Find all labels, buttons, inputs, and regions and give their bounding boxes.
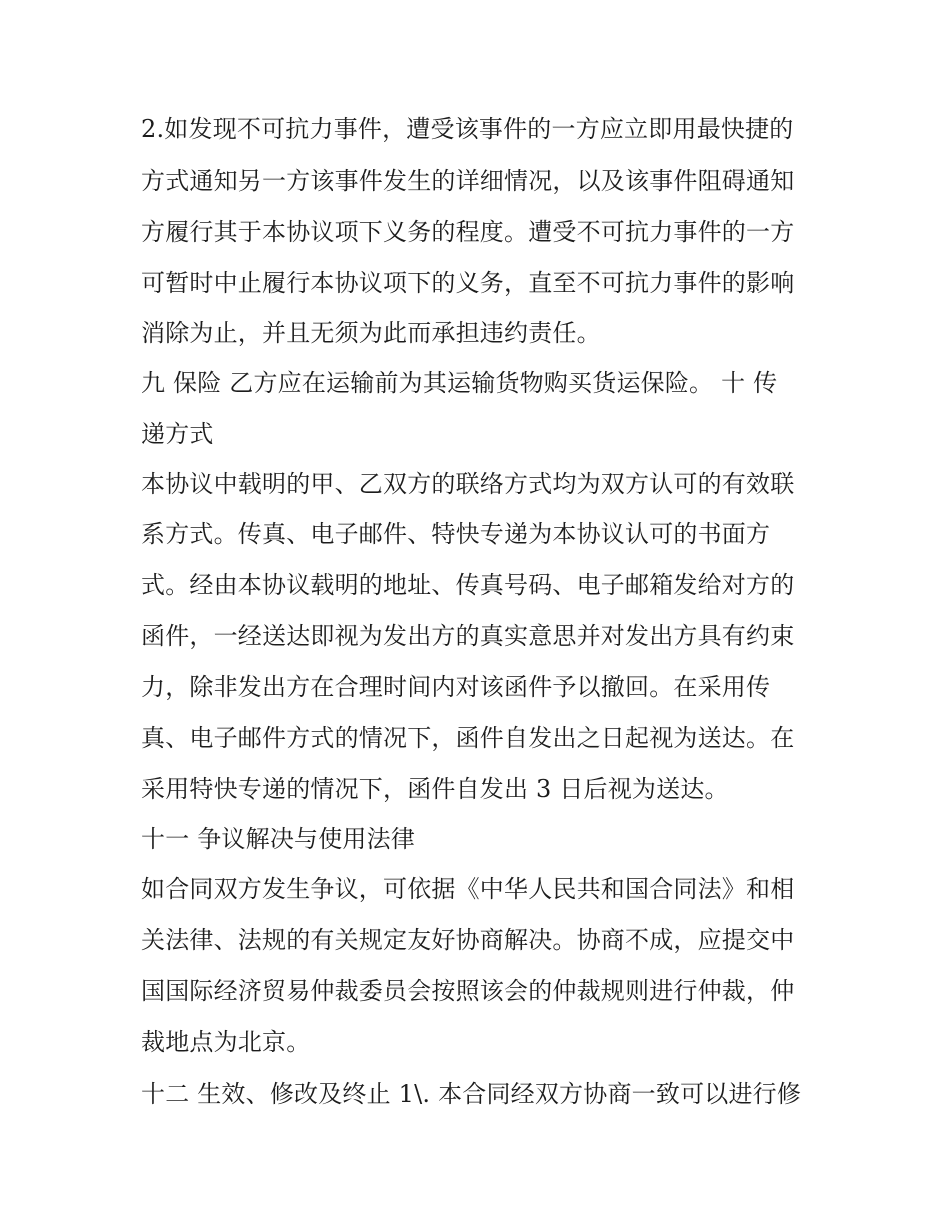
paragraph-line: 可暂时中止履行本协议项下的义务，直至不可抗力事件的影响: [141, 269, 795, 297]
paragraph-line: 消除为止，并且无须为此而承担违约责任。: [141, 319, 601, 347]
paragraph-line: 真、电子邮件方式的情况下，函件自发出之日起视为送达。在: [141, 724, 795, 752]
paragraph-line: 方式通知另一方该事件发生的详细情况，以及该事件阻碍通知: [141, 167, 795, 195]
paragraph-line: 裁地点为北京。: [141, 1028, 311, 1056]
paragraph-line: 关法律、法规的有关规定友好协商解决。协商不成，应提交中: [141, 926, 795, 954]
paragraph-line: 本协议中载明的甲、乙双方的联络方式均为双方认可的有效联: [141, 470, 795, 498]
section-heading-line: 十二 生效、修改及终止 1\. 本合同经双方协商一致可以进行修: [141, 1080, 802, 1108]
paragraph-line: 式。经由本协议载明的地址、传真号码、电子邮箱发给对方的: [141, 571, 795, 599]
paragraph-line: 2.如发现不可抗力事件，遭受该事件的一方应立即用最快捷的: [141, 115, 794, 143]
paragraph-line: 如合同双方发生争议，可依据《中华人民共和国合同法》和相: [141, 875, 795, 903]
paragraph-line: 系方式。传真、电子邮件、特快专递为本协议认可的书面方: [141, 520, 771, 548]
paragraph-line: 采用特快专递的情况下，函件自发出 3 日后视为送达。: [141, 775, 729, 803]
paragraph-line: 力，除非发出方在合理时间内对该函件予以撤回。在采用传: [141, 673, 771, 701]
paragraph-line: 函件，一经送达即视为发出方的真实意思并对发出方具有约束: [141, 622, 795, 650]
section-heading-line: 十一 争议解决与使用法律: [141, 825, 416, 853]
section-heading-line: 九 保险 乙方应在运输前为其运输货物购买货运保险。 十 传: [141, 369, 778, 397]
paragraph-line: 国国际经济贸易仲裁委员会按照该会的仲裁规则进行仲裁，仲: [141, 977, 795, 1005]
paragraph-line: 方履行其于本协议项下义务的程度。遭受不可抗力事件的一方: [141, 218, 795, 246]
section-heading-line: 递方式: [141, 420, 214, 448]
